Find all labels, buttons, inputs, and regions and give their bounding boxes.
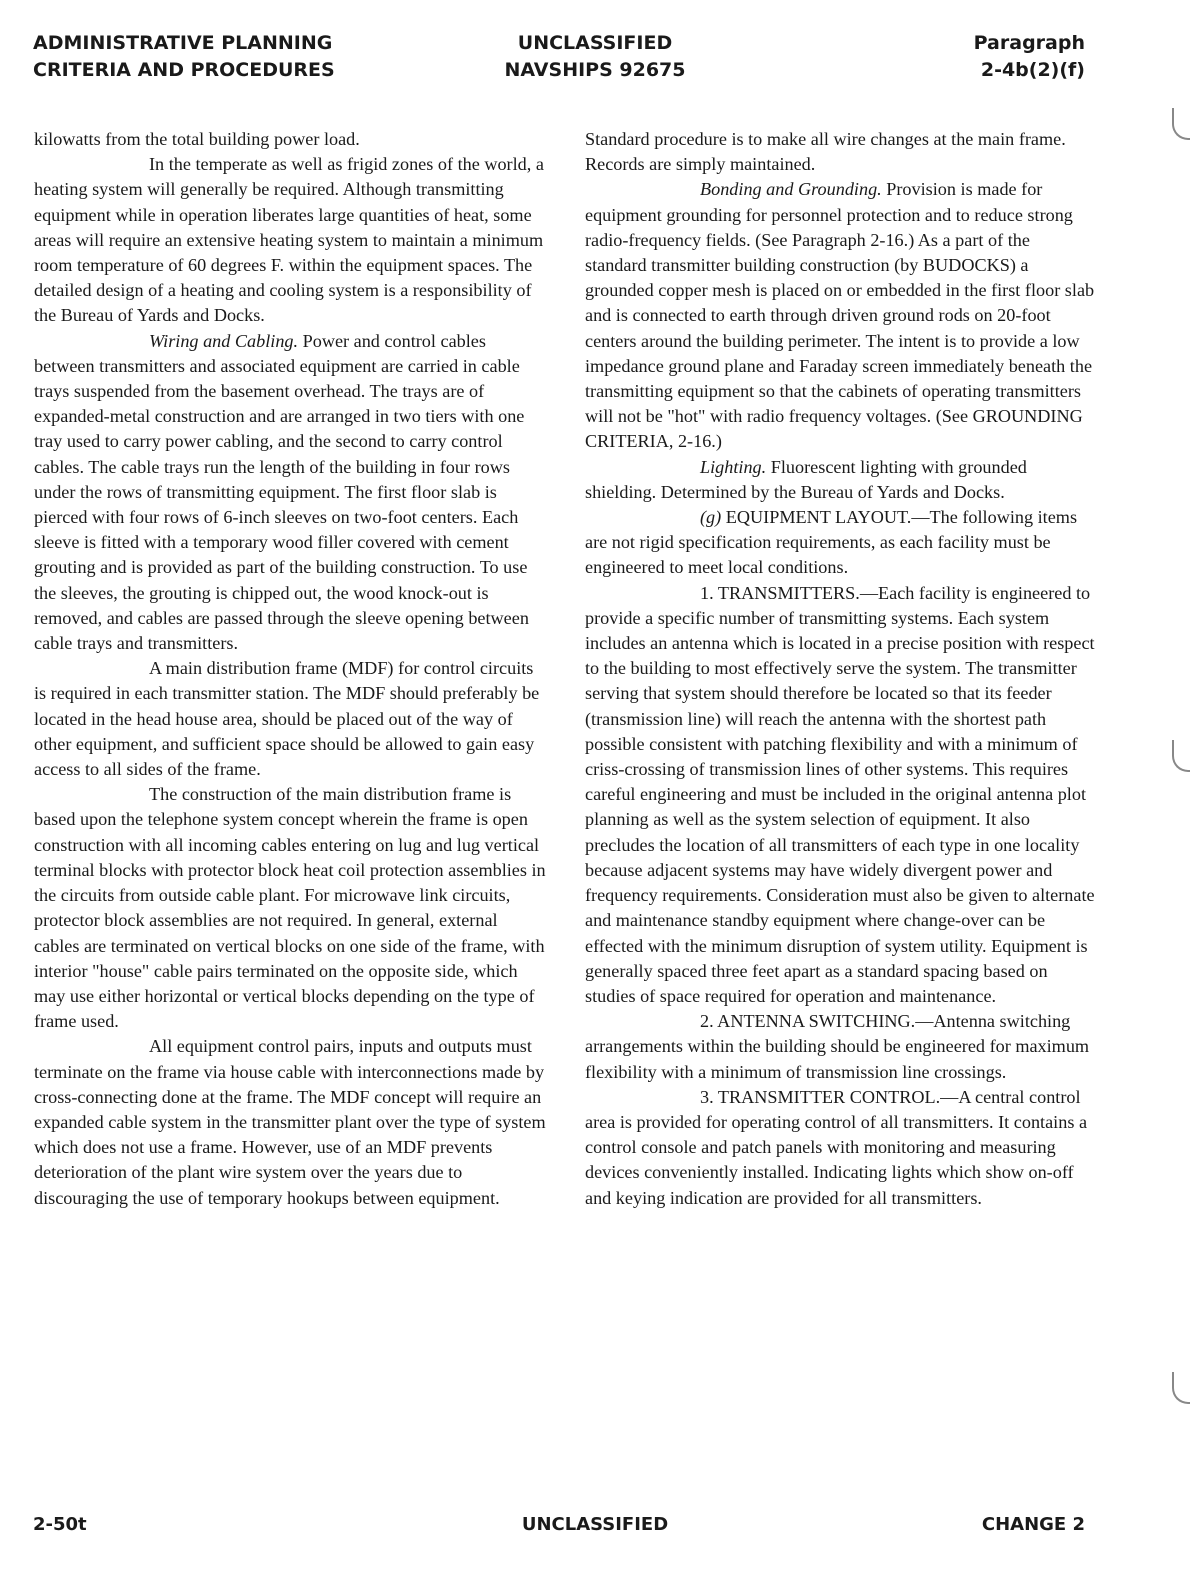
paragraph-wiring (34, 329, 546, 657)
right-column (585, 127, 1095, 1211)
document-number: NAVSHIPS 92675 (504, 59, 686, 81)
paragraph-antenna-switching: 2. ANTENNA SWITCHING.—Antenna switching arrangements within the building should be engineered for maximum flexibility with a minimum of transmission line crossings. (585, 1011, 1090, 1082)
paragraph: A main distribution frame (MDF) for control circuits is required in each transmitter station. The MDF should preferably be located in the head house area, should be placed out of the way of other equipment, and sufficient space should be allowed to gain easy access to all sides of the frame. (34, 658, 540, 780)
page-number: 2-50t (33, 1514, 87, 1535)
paragraph: In the temperate as well as frigid zones of the world, a heating system will generally be required. Although transmitting equipment while in operation liberates large quantities of heat, some areas will require an extensive heating system to maintain a minimum room temperature of 60 degrees F. within the equipment spaces. The detailed design of a heating and cooling system is a responsibility of the Bureau of Yards and Docks. (34, 154, 544, 326)
paragraph: All equipment control pairs, inputs and outputs must terminate on the frame via house cable with interconnections made by cross-connecting done at the frame. The MDF concept will require an expanded cable system in the transmitter plant over the type of system which does not use a frame. However, use of an MDF prevents deterioration of the plant wire system over the years due to discouraging the use of temporary hookups between equipment. (34, 1036, 546, 1208)
paragraph-equipment-layout (585, 505, 1095, 581)
item-label: (g) (700, 507, 722, 528)
section-title: Lighting. (700, 456, 767, 477)
paragraph-text: Provision is made for equipment grounding for personnel protection and to reduce strong radio-frequency fields. (See Paragraph 2-16.) As a part of the standard transmitter building construction (by BUDOCKS) a grounded copper mesh is placed on or embedded in the first floor slab and is connected to earth through driven ground rods on 20-foot centers around the building perimeter. The intent is to provide a low impedance ground plane and Faraday screen immediately beneath the transmitting equipment so that the cabinets of operating transmitters will not be "hot" with radio frequency voltages. (See GROUNDING CRITERIA, 2-16.) (585, 179, 1095, 452)
paragraph-text: Power and control cables between transmitters and associated equipment are carried in cable trays suspended from the basement overhead. The trays are of expanded-metal construction and are arranged in two tiers with one tray used to carry power cabling, and the second to carry control cables. The cable trays run the length of the building in four rows under the rows of transmitting equipment. The first floor slab is pierced with four rows of 6-inch sleeves on two-foot centers. Each sleeve is fitted with a temporary wood filler covered with cement grouting and is provided as part of the building construction. To use the sleeves, the grouting is chipped out, the wood knock-out is removed, and cables are passed through the sleeve opening between cable trays and transmitters. (34, 330, 529, 654)
binder-hole-mark (1172, 740, 1190, 772)
paragraph-lighting (585, 455, 1095, 505)
left-column (34, 127, 546, 1211)
header-right (974, 30, 1085, 84)
paragraph-grounding (585, 177, 1095, 454)
binder-hole-mark (1172, 108, 1190, 140)
paragraph-transmitters: 1. TRANSMITTERS.—Each facility is engineered to provide a specific number of transmitting systems. Each system includes an antenna which is located in a precise position with respect to the building to most effectively serve the system. The transmitter serving that system should therefore be located so that its feeder (transmission line) will reach the antenna with the shortest path possible consistent with patching flexibility and with a minimum of criss-crossing of transmission lines of other systems. This requires careful engineering and must be included in the original antenna plot planning as well as the system selection of equipment. It also precludes the location of all transmitters of each type in one locality because adjacent systems may have widely divergent power and frequency requirements. Consideration must also be given to alternate and maintenance standby equipment where change-over can be effected with the minimum disruption of system utility. Equipment is generally spaced three feet apart as a standard spacing based on studies of space required for operation and maintenance. (585, 582, 1095, 1006)
paragraph-text: EQUIPMENT LAYOUT.—The following items are not rigid specification requirements, as each facility must be engineered to meet local conditions. (585, 507, 1078, 578)
paragraph: kilowatts from the total building power load. (34, 129, 360, 149)
paragraph-text: Fluorescent lighting with grounded shielding. Determined by the Bureau of Yards and Docks. (585, 456, 1027, 502)
section-title: Bonding and Grounding. (700, 179, 882, 200)
classification-header: UNCLASSIFIED (517, 32, 673, 54)
paragraph-transmitter-control: 3. TRANSMITTER CONTROL.—A central control area is provided for operating control of all transmitters. It contains a control console and patch panels with monitoring and measuring devices conveniently installed. Indicating lights which show on-off and keying indication are provided for all transmitters. (585, 1086, 1088, 1208)
classification-footer: UNCLASSIFIED (521, 1514, 669, 1535)
binder-hole-mark (1172, 1372, 1190, 1404)
change-number: CHANGE 2 (981, 1514, 1085, 1535)
header-left-line2: CRITERIA AND PROCEDURES (33, 59, 335, 81)
paragraph: The construction of the main distribution frame is based upon the telephone system concept wherein the frame is open construction with all incoming cables entering on lug and lug vertical terminal blocks with protector block heat coil protection assemblies in the circuits from outside cable plant. For microwave link circuits, protector block assemblies are not required. In general, external cables are terminated on vertical blocks on one side of the frame, with interior "house" cable pairs terminated on the opposite side, which may use either horizontal or vertical blocks depending on the type of frame used. (34, 784, 546, 1032)
section-title: Wiring and Cabling. (149, 330, 299, 351)
paragraph: Standard procedure is to make all wire changes at the main frame. Records are simply maintained. (585, 129, 1066, 175)
paragraph-label: Paragraph (973, 32, 1085, 54)
paragraph-number: 2-4b(2)(f) (980, 59, 1085, 81)
header-left-line1: ADMINISTRATIVE PLANNING (33, 32, 333, 54)
